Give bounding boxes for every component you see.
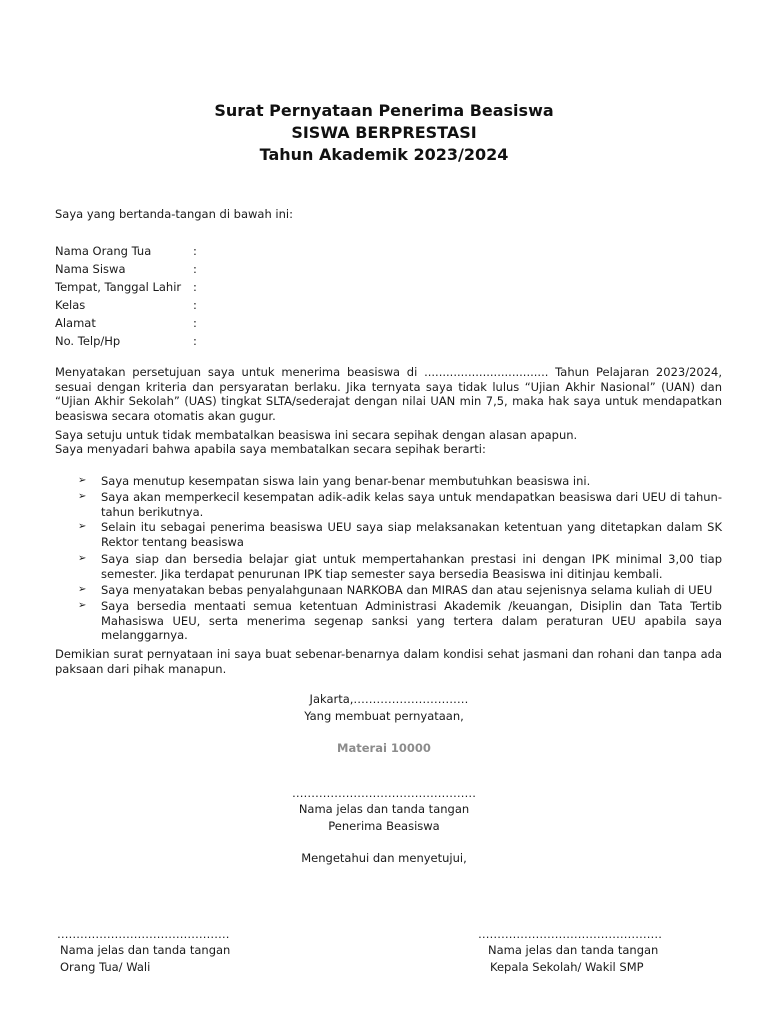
arrow-bullet-icon: ➢ (78, 521, 87, 532)
document-subtitle: SISWA BERPRESTASI (291, 123, 477, 142)
stamp-duty-placeholder: Materai 10000 (337, 741, 431, 755)
list-item (78, 474, 722, 489)
field-row (55, 298, 197, 312)
arrow-bullet-icon: ➢ (78, 491, 87, 502)
field-label: No. Telp/Hp (55, 334, 121, 348)
list-item-text: Saya bersedia mentaati semua ketentuan Administrasi Akademik /keuangan, Disiplin dan Tata Tertib Mahasiswa UEU, serta menerima segenap sanksi yang tertera dalam peraturan UEU apabila saya melanggarnya. (101, 599, 722, 642)
signer-role: Kepala Sekolah/ Wakil SMP (490, 960, 644, 974)
field-separator: : (193, 280, 197, 294)
list-item-text: Saya siap dan bersedia belajar giat untuk mempertahankan prestasi ini dengan IPK minimal 3,00 tiap semester. Jika terdapat penurunan IPK tiap semester saya bersedia Beasiswa ini ditinjau kembali. (101, 552, 722, 581)
arrow-bullet-icon: ➢ (78, 584, 87, 595)
field-row (55, 334, 197, 348)
signature-line: ………………………………………… (292, 786, 476, 800)
place-date-line: Jakarta,………………………… (309, 692, 469, 706)
list-item (78, 552, 722, 581)
field-separator: : (193, 262, 197, 276)
field-separator: : (193, 298, 197, 312)
arrow-bullet-icon: ➢ (78, 553, 87, 564)
list-item (78, 490, 722, 519)
list-item-text: Saya akan memperkecil kesempatan adik-adik kelas saya untuk mendapatkan beasiswa dari UEU di tahun-tahun berikutnya. (101, 490, 722, 519)
field-row (55, 244, 197, 258)
list-item-text: Saya menyatakan bebas penyalahgunaan NARKOBA dan MIRAS dan atau sejenisnya selama kuliah di UEU (101, 583, 713, 597)
closing-paragraph: Demikian surat pernyataan ini saya buat sebenar-benarnya dalam kondisi sehat jasmani dan rohani dan tanpa ada paksaan dari pihak manapun. (55, 647, 722, 676)
field-label: Nama Orang Tua (55, 244, 152, 258)
field-row (55, 280, 197, 294)
recipient-role: Penerima Beasiswa (328, 819, 440, 833)
field-label: Nama Siswa (55, 262, 126, 276)
arrow-bullet-icon: ➢ (78, 475, 87, 486)
field-row (55, 262, 197, 276)
field-label: Alamat (55, 316, 96, 330)
field-label: Kelas (55, 298, 86, 312)
signer-role: Orang Tua/ Wali (60, 960, 151, 974)
field-separator: : (193, 334, 197, 348)
field-row (55, 316, 197, 330)
awareness-line: Saya menyadari bahwa apabila saya membatalkan secara sepihak berarti: (55, 442, 486, 456)
list-item-text: Saya menutup kesempatan siswa lain yang benar-benar membutuhkan beasiswa ini. (101, 474, 591, 488)
agreement-line: Saya setuju untuk tidak membatalkan beasiswa ini secara sepihak dengan alasan apapun. (55, 428, 578, 442)
signature-line: ……………………………………… (57, 927, 230, 941)
list-item-text: Selain itu sebagai penerima beasiswa UEU saya siap melaksanakan ketentuan yang ditetapkan dalam SK Rektor tentang beasiswa (101, 520, 722, 549)
signature-name-label: Nama jelas dan tanda tangan (298, 802, 470, 816)
document-title: Surat Pernyataan Penerima Beasiswa (214, 101, 554, 120)
list-item (78, 583, 722, 598)
list-item (78, 599, 722, 643)
field-separator: : (193, 316, 197, 330)
signature-line: ………………………………………… (478, 927, 662, 941)
list-item (78, 520, 722, 549)
arrow-bullet-icon: ➢ (78, 600, 87, 611)
statement-maker-label: Yang membuat pernyataan, (304, 709, 464, 723)
field-separator: : (193, 244, 197, 258)
intro-text: Saya yang bertanda-tangan di bawah ini: (55, 207, 293, 221)
field-label: Tempat, Tanggal Lahir (55, 280, 182, 294)
consent-paragraph: Menyatakan persetujuan saya untuk menerima beasiswa di .................................. Tahun Pelajaran 2023/2024, sesuai dengan kriteria dan persyaratan berlaku. Jika ternyata saya tidak lulus “Ujian Akhir Nasional” (UAN) dan “Ujian Akhir Sekolah” (UAS) tingkat SLTA/sederajat dengan nilai UAN min 7,5, maka hak saya untuk mendapatkan beasiswa secara otomatis akan gugur. (55, 365, 722, 423)
acknowledgement-label: Mengetahui dan menyetujui, (301, 851, 467, 865)
signature-name-label: Nama jelas dan tanda tangan (60, 943, 231, 957)
signature-name-label: Nama jelas dan tanda tangan (488, 943, 659, 957)
academic-year: Tahun Akademik 2023/2024 (259, 145, 509, 164)
